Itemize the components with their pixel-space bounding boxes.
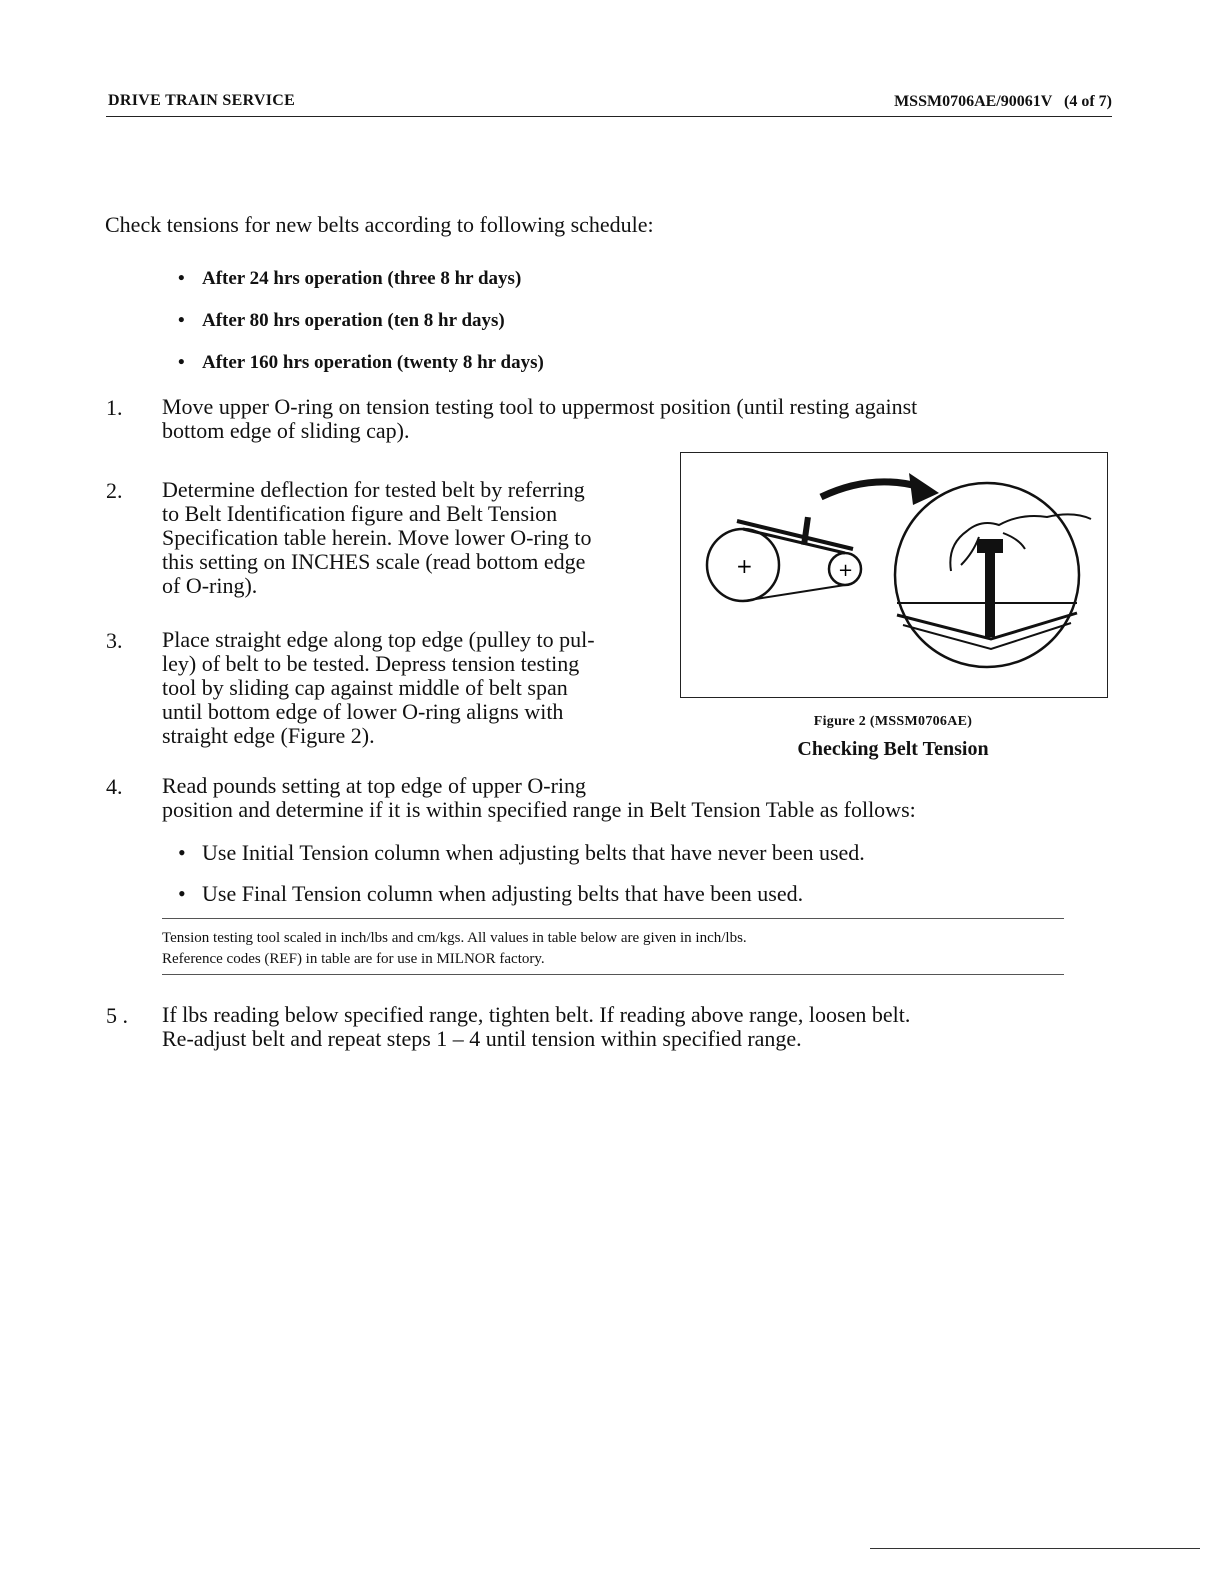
figure-caption-id: Figure 2 (MSSM0706AE) (813, 714, 973, 729)
step-3-text (162, 628, 672, 748)
note-bottom-divider (162, 974, 1064, 975)
step-4-text (162, 774, 1072, 822)
figure-caption-title: Checking Belt Tension (797, 738, 989, 760)
straight-edge (737, 521, 853, 549)
document-code: MSSM0706AE/90061V (894, 93, 1053, 110)
tension-column-item: • Use Initial Tension column when adjusting belts that have never been used. (178, 840, 865, 865)
step-1-text (162, 395, 1072, 443)
step-line: ley) of belt to be tested. Depress tension testing (162, 651, 580, 676)
header-section-title: DRIVE TRAIN SERVICE (108, 92, 296, 109)
step-number: 1. (106, 395, 123, 420)
step-number: 2. (106, 478, 123, 503)
step-line: bottom edge of sliding cap). (162, 418, 410, 443)
note-line: Reference codes (REF) in table are for use in MILNOR factory. (162, 951, 545, 967)
hand-finger (961, 537, 979, 565)
magnified-sliding-cap (977, 539, 1003, 553)
hand-thumb (1003, 533, 1025, 549)
arrow-curve (821, 482, 921, 497)
tension-column-text: Use Final Tension column when adjusting belts that have been used. (202, 881, 804, 906)
step-line: If lbs reading below specified range, tighten belt. If reading above range, loosen belt. (162, 1002, 911, 1027)
note-box (162, 928, 1062, 970)
schedule-item: • After 80 hrs operation (ten 8 hr days) (178, 310, 505, 331)
pulley-center-mark: + (838, 560, 854, 581)
tension-column-text: Use Initial Tension column when adjusting belts that have never been used. (202, 840, 865, 865)
schedule-item-text: After 24 hrs operation (three 8 hr days) (202, 268, 522, 289)
belt-tension-drawing (681, 453, 1107, 697)
intro-text: Check tensions for new belts according to following schedule: (105, 212, 654, 237)
footer-divider (870, 1548, 1200, 1549)
step-line: straight edge (Figure 2). (162, 723, 375, 748)
step-number: 4. (106, 774, 123, 799)
step-2-text (162, 478, 672, 598)
step-line: Move upper O-ring on tension testing tool to uppermost position (until resting against (162, 394, 918, 419)
step-line: Read pounds setting at top edge of upper O-ring (162, 773, 587, 798)
tension-tester (801, 517, 811, 546)
step-number: 3. (106, 628, 123, 653)
figure-belt-tension-illustration (680, 452, 1108, 698)
step-line: position and determine if it is within specified range in Belt Tension Table as follows: (162, 797, 916, 822)
step-number: 5 . (106, 1003, 128, 1028)
figure-caption (680, 714, 1106, 761)
pulley-center-mark: + (736, 554, 753, 578)
note-line: Tension testing tool scaled in inch/lbs and cm/kgs. All values in table below are given in inch/lbs. (162, 930, 747, 946)
schedule-item-text: After 160 hrs operation (twenty 8 hr days) (202, 352, 544, 373)
step-line: until bottom edge of lower O-ring aligns with (162, 699, 564, 724)
tension-column-item: • Use Final Tension column when adjusting belts that have been used. (178, 881, 804, 906)
step-line: Specification table herein. Move lower O-ring to (162, 525, 592, 550)
step-line: of O-ring). (162, 573, 258, 598)
step-line: Place straight edge along top edge (pulley to pul- (162, 627, 595, 652)
step-line: Re-adjust belt and repeat steps 1 – 4 until tension within specified range. (162, 1026, 802, 1051)
step-line: Determine deflection for tested belt by referring (162, 477, 585, 502)
step-line: tool by sliding cap against middle of belt span (162, 675, 568, 700)
schedule-item-text: After 80 hrs operation (ten 8 hr days) (202, 310, 505, 331)
schedule-item: • After 24 hrs operation (three 8 hr days) (178, 268, 522, 289)
step-line: to Belt Identification figure and Belt Tension (162, 501, 558, 526)
note-top-divider (162, 918, 1064, 919)
belt-upper-span (743, 529, 845, 553)
header-divider (106, 116, 1112, 117)
belt-lower-span (743, 585, 845, 601)
step-line: this setting on INCHES scale (read bottom edge (162, 549, 586, 574)
magnified-tension-tester (985, 549, 995, 637)
schedule-item: • After 160 hrs operation (twenty 8 hr days) (178, 352, 544, 373)
page-indicator: (4 of 7) (1064, 93, 1112, 110)
step-5-text (162, 1003, 1082, 1051)
header-document-id (842, 93, 1112, 111)
